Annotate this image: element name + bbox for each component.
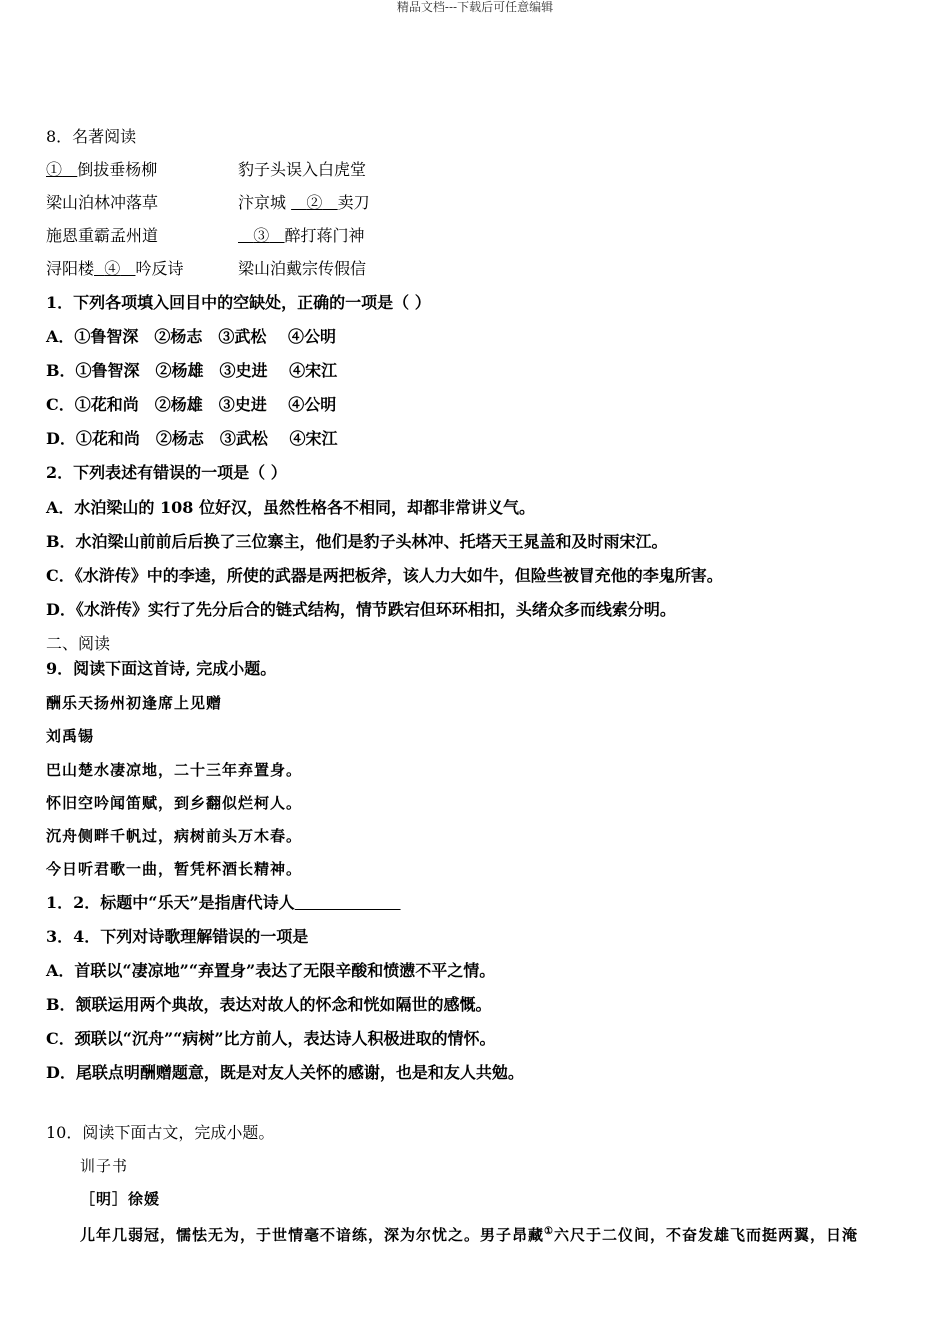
q8-row-3-left: 施恩重霸孟州道 [46, 226, 159, 245]
blank-1: ① [46, 160, 63, 179]
q8-sub2-option-d: D．《水浒传》实行了先分后合的链式结构，情节跌宕但环环相扣，头绪众多而线索分明。 [46, 600, 676, 619]
q8-sub1-stem: 1．下列各项填入回目中的空缺处，正确的一项是（ ） [46, 293, 431, 312]
q9-sub-12: 1．2．标题中“乐天”是指唐代诗人 [46, 893, 295, 912]
q9-title: 9．阅读下面这首诗, 完成小题。 [46, 659, 277, 678]
q10-title: 10．阅读下面古文，完成小题。 [46, 1123, 275, 1142]
q8-row-1-right: 豹子头误入白虎堂 [238, 160, 367, 179]
section-2-heading: 二、阅读 [46, 634, 111, 653]
q8-sub1-option-d: D．①花和尚 ②杨志 ③武松 ④宋江 [46, 429, 338, 448]
q8-row-4-right: 梁山泊戴宗传假信 [238, 259, 367, 278]
q8-sub2-option-a: A．水泊梁山的 108 位好汉，虽然性格各不相同，却都非常讲义气。 [46, 498, 535, 517]
q8-title: 8．名著阅读 [46, 127, 137, 146]
q8-sub2-stem: 2．下列表述有错误的一项是（ ） [46, 463, 287, 482]
q10-body-line-1: 儿年几弱冠，懦怯无为，于世情毫不谙练，深为尔忧之。男子昂藏①六尺于二仪间，不奋发雄飞而挺两翼，日淹 [80, 1226, 858, 1244]
q10-author: ［明］徐媛 [80, 1190, 161, 1208]
page-header: 精品文档---下载后可任意编辑 [396, 0, 554, 14]
poem-author: 刘禹锡 [46, 727, 95, 745]
q8-sub1-option-a: A．①鲁智深 ②杨志 ③武松 ④公明 [46, 327, 336, 346]
q8-row-2-left: 梁山泊林冲落草 [46, 193, 159, 212]
q9-option-b: B．颔联运用两个典故，表达对故人的怀念和恍如隔世的感慨。 [46, 995, 492, 1014]
q8-row-3-right: ③ 醉打蒋门神 [253, 226, 365, 245]
poem-line-2: 怀旧空吟闻笛赋，到乡翻似烂柯人。 [46, 794, 303, 812]
blank-4: ④ [104, 259, 121, 278]
poem-line-1: 巴山楚水凄凉地，二十三年弃置身。 [46, 761, 303, 779]
blank-2: ② [306, 193, 323, 212]
footnote-marker: ① [544, 1226, 554, 1237]
q8-row-1-left: ① 倒拔垂杨柳 [46, 160, 158, 179]
blank-3: ③ [253, 226, 270, 245]
q9-sub-34: 3．4．下列对诗歌理解错误的一项是 [46, 927, 309, 946]
poem-title: 酬乐天扬州初逢席上见赠 [46, 694, 223, 712]
q8-sub2-option-b: B．水泊梁山前前后后换了三位寨主，他们是豹子头林冲、托塔天王晁盖和及时雨宋江。 [46, 532, 668, 551]
q8-sub1-option-c: C．①花和尚 ②杨雄 ③史进 ④公明 [46, 395, 337, 414]
q10-text-title: 训子书 [80, 1157, 129, 1175]
q9-option-d: D．尾联点明酬赠题意，既是对友人关怀的感谢，也是和友人共勉。 [46, 1063, 524, 1082]
q8-row-2-right: 汴京城 ② 卖刀 [238, 193, 370, 212]
q9-option-a: A．首联以“凄凉地”“弃置身”表达了无限辛酸和愤懑不平之情。 [46, 961, 496, 980]
q8-sub2-option-c: C．《水浒传》中的李逵，所使的武器是两把板斧，该人力大如牛，但险些被冒充他的李鬼所害。 [46, 566, 723, 585]
q8-row-4-left: 浔阳楼 ④ 吟反诗 [46, 259, 184, 278]
poem-line-4: 今日听君歌一曲，暂凭杯酒长精神。 [46, 860, 303, 878]
q9-option-c: C．颈联以“沉舟”“病树”比方前人，表达诗人积极进取的情怀。 [46, 1029, 496, 1048]
q8-sub1-option-b: B．①鲁智深 ②杨雄 ③史进 ④宋江 [46, 361, 338, 380]
poem-line-3: 沉舟侧畔千帆过，病树前头万木春。 [46, 827, 303, 845]
